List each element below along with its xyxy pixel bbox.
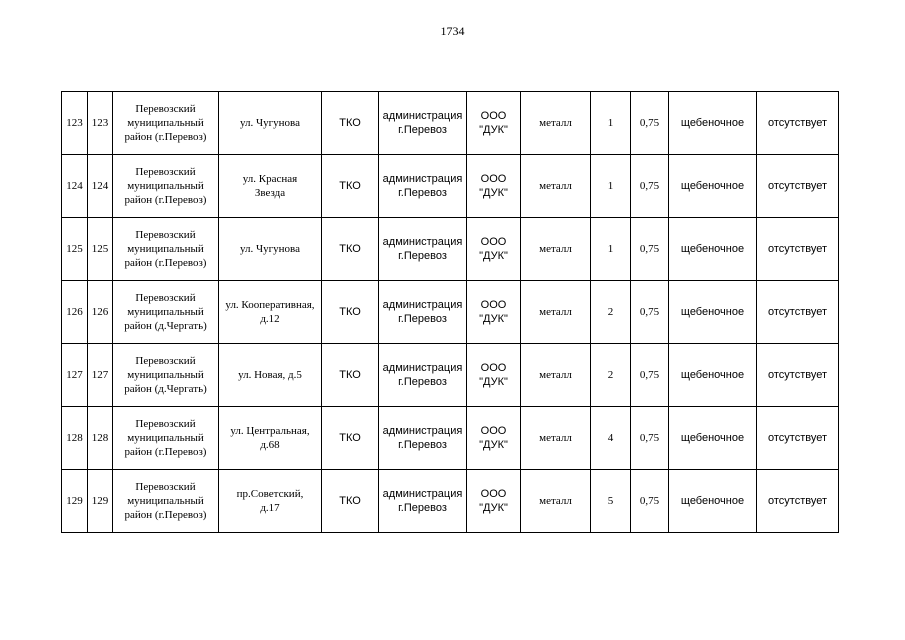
row-index-cell: 123 <box>62 92 88 155</box>
table-row <box>62 470 839 533</box>
surface-cell: щебеночное <box>669 92 757 155</box>
operator-line: ООО <box>480 425 507 437</box>
district-line: Перевозский <box>135 229 196 241</box>
fence-cell: отсутствует <box>757 470 839 533</box>
fence-cell: отсутствует <box>757 407 839 470</box>
row-number-cell: 127 <box>88 344 113 407</box>
material-cell: металл <box>521 344 591 407</box>
operator-line: ООО <box>480 362 507 374</box>
operator-line: "ДУК" <box>479 250 508 262</box>
table-row <box>62 344 839 407</box>
district-line: Перевозский <box>135 166 196 178</box>
volume-cell: 0,75 <box>631 407 669 470</box>
owner-cell <box>379 407 467 470</box>
volume-cell: 0,75 <box>631 470 669 533</box>
owner-line: администрация <box>382 362 463 374</box>
owner-line: администрация <box>382 236 463 248</box>
district-line: Перевозский <box>135 103 196 115</box>
owner-line: г.Перевоз <box>398 376 447 388</box>
address-cell <box>219 155 322 218</box>
container-count-cell: 1 <box>591 155 631 218</box>
district-line: Перевозский <box>135 481 196 493</box>
row-number-cell: 124 <box>88 155 113 218</box>
row-index-cell: 127 <box>62 344 88 407</box>
container-count-cell: 4 <box>591 407 631 470</box>
owner-line: г.Перевоз <box>398 439 447 451</box>
district-line: район (д.Чергать) <box>124 383 207 395</box>
district-line: муниципальный <box>127 117 204 129</box>
address-line: д.12 <box>260 313 280 325</box>
table-row <box>62 92 839 155</box>
table-row <box>62 155 839 218</box>
address-line: д.68 <box>260 439 280 451</box>
district-line: Перевозский <box>135 292 196 304</box>
container-count-cell: 5 <box>591 470 631 533</box>
district-line: Перевозский <box>135 418 196 430</box>
operator-cell <box>467 407 521 470</box>
address-line: ул. Центральная, <box>230 425 310 437</box>
container-count-cell: 2 <box>591 344 631 407</box>
material-cell: металл <box>521 281 591 344</box>
volume-cell: 0,75 <box>631 155 669 218</box>
address-cell <box>219 92 322 155</box>
waste-type-cell: ТКО <box>322 344 379 407</box>
row-index-cell: 128 <box>62 407 88 470</box>
operator-line: ООО <box>480 488 507 500</box>
district-line: район (г.Перевоз) <box>124 509 207 521</box>
container-count-cell: 1 <box>591 218 631 281</box>
owner-line: администрация <box>382 110 463 122</box>
address-line: ул. Красная <box>242 173 298 185</box>
row-number-cell: 129 <box>88 470 113 533</box>
district-line: район (г.Перевоз) <box>124 446 207 458</box>
operator-line: "ДУК" <box>479 187 508 199</box>
volume-cell: 0,75 <box>631 92 669 155</box>
surface-cell: щебеночное <box>669 155 757 218</box>
volume-cell: 0,75 <box>631 281 669 344</box>
address-line: ул. Чугунова <box>240 243 300 255</box>
operator-cell <box>467 281 521 344</box>
row-number-cell: 128 <box>88 407 113 470</box>
district-line: муниципальный <box>127 180 204 192</box>
operator-line: "ДУК" <box>479 439 508 451</box>
owner-line: администрация <box>382 425 463 437</box>
address-cell <box>219 407 322 470</box>
district-cell <box>113 281 219 344</box>
operator-line: ООО <box>480 299 507 311</box>
waste-type-cell: ТКО <box>322 92 379 155</box>
district-line: муниципальный <box>127 243 204 255</box>
waste-sites-table <box>61 91 839 533</box>
volume-cell: 0,75 <box>631 218 669 281</box>
address-line: ул. Новая, д.5 <box>238 369 302 381</box>
owner-cell <box>379 344 467 407</box>
table-body <box>62 92 839 533</box>
table-row <box>62 281 839 344</box>
page-number: 1734 <box>440 24 465 38</box>
district-line: район (д.Чергать) <box>124 320 207 332</box>
waste-type-cell: ТКО <box>322 407 379 470</box>
district-line: район (г.Перевоз) <box>124 194 207 206</box>
owner-line: г.Перевоз <box>398 187 447 199</box>
district-line: район (г.Перевоз) <box>124 131 207 143</box>
owner-line: администрация <box>382 488 463 500</box>
fence-cell: отсутствует <box>757 155 839 218</box>
district-line: муниципальный <box>127 306 204 318</box>
district-cell <box>113 407 219 470</box>
owner-cell <box>379 92 467 155</box>
district-cell <box>113 92 219 155</box>
district-cell <box>113 344 219 407</box>
owner-line: г.Перевоз <box>398 502 447 514</box>
row-index-cell: 129 <box>62 470 88 533</box>
operator-line: "ДУК" <box>479 502 508 514</box>
district-line: район (г.Перевоз) <box>124 257 207 269</box>
district-line: муниципальный <box>127 432 204 444</box>
owner-cell <box>379 470 467 533</box>
owner-line: г.Перевоз <box>398 250 447 262</box>
district-line: муниципальный <box>127 495 204 507</box>
address-cell <box>219 470 322 533</box>
row-index-cell: 125 <box>62 218 88 281</box>
fence-cell: отсутствует <box>757 281 839 344</box>
waste-type-cell: ТКО <box>322 470 379 533</box>
owner-cell <box>379 281 467 344</box>
owner-cell <box>379 218 467 281</box>
address-cell <box>219 281 322 344</box>
material-cell: металл <box>521 155 591 218</box>
waste-type-cell: ТКО <box>322 155 379 218</box>
operator-cell <box>467 470 521 533</box>
address-line: Звезда <box>254 187 286 199</box>
fence-cell: отсутствует <box>757 92 839 155</box>
address-line: ул. Чугунова <box>240 117 300 129</box>
operator-cell <box>467 92 521 155</box>
surface-cell: щебеночное <box>669 407 757 470</box>
surface-cell: щебеночное <box>669 344 757 407</box>
fence-cell: отсутствует <box>757 218 839 281</box>
address-line: пр.Советский, <box>236 488 304 500</box>
row-index-cell: 124 <box>62 155 88 218</box>
owner-line: администрация <box>382 299 463 311</box>
row-index-cell: 126 <box>62 281 88 344</box>
address-cell <box>219 218 322 281</box>
volume-cell: 0,75 <box>631 344 669 407</box>
material-cell: металл <box>521 218 591 281</box>
operator-line: ООО <box>480 110 507 122</box>
material-cell: металл <box>521 407 591 470</box>
operator-line: ООО <box>480 173 507 185</box>
owner-line: администрация <box>382 173 463 185</box>
address-cell <box>219 344 322 407</box>
table-row <box>62 407 839 470</box>
operator-cell <box>467 218 521 281</box>
row-number-cell: 123 <box>88 92 113 155</box>
waste-type-cell: ТКО <box>322 218 379 281</box>
district-line: муниципальный <box>127 369 204 381</box>
district-line: Перевозский <box>135 355 196 367</box>
fence-cell: отсутствует <box>757 344 839 407</box>
operator-line: ООО <box>480 236 507 248</box>
waste-type-cell: ТКО <box>322 281 379 344</box>
owner-line: г.Перевоз <box>398 313 447 325</box>
operator-line: "ДУК" <box>479 124 508 136</box>
row-number-cell: 126 <box>88 281 113 344</box>
container-count-cell: 1 <box>591 92 631 155</box>
row-number-cell: 125 <box>88 218 113 281</box>
container-count-cell: 2 <box>591 281 631 344</box>
operator-cell <box>467 155 521 218</box>
owner-line: г.Перевоз <box>398 124 447 136</box>
table-row <box>62 218 839 281</box>
material-cell: металл <box>521 92 591 155</box>
owner-cell <box>379 155 467 218</box>
surface-cell: щебеночное <box>669 281 757 344</box>
address-line: ул. Кооперативная, <box>225 299 315 311</box>
operator-cell <box>467 344 521 407</box>
district-cell <box>113 155 219 218</box>
surface-cell: щебеночное <box>669 470 757 533</box>
surface-cell: щебеночное <box>669 218 757 281</box>
material-cell: металл <box>521 470 591 533</box>
district-cell <box>113 218 219 281</box>
district-cell <box>113 470 219 533</box>
operator-line: "ДУК" <box>479 376 508 388</box>
address-line: д.17 <box>260 502 280 514</box>
operator-line: "ДУК" <box>479 313 508 325</box>
